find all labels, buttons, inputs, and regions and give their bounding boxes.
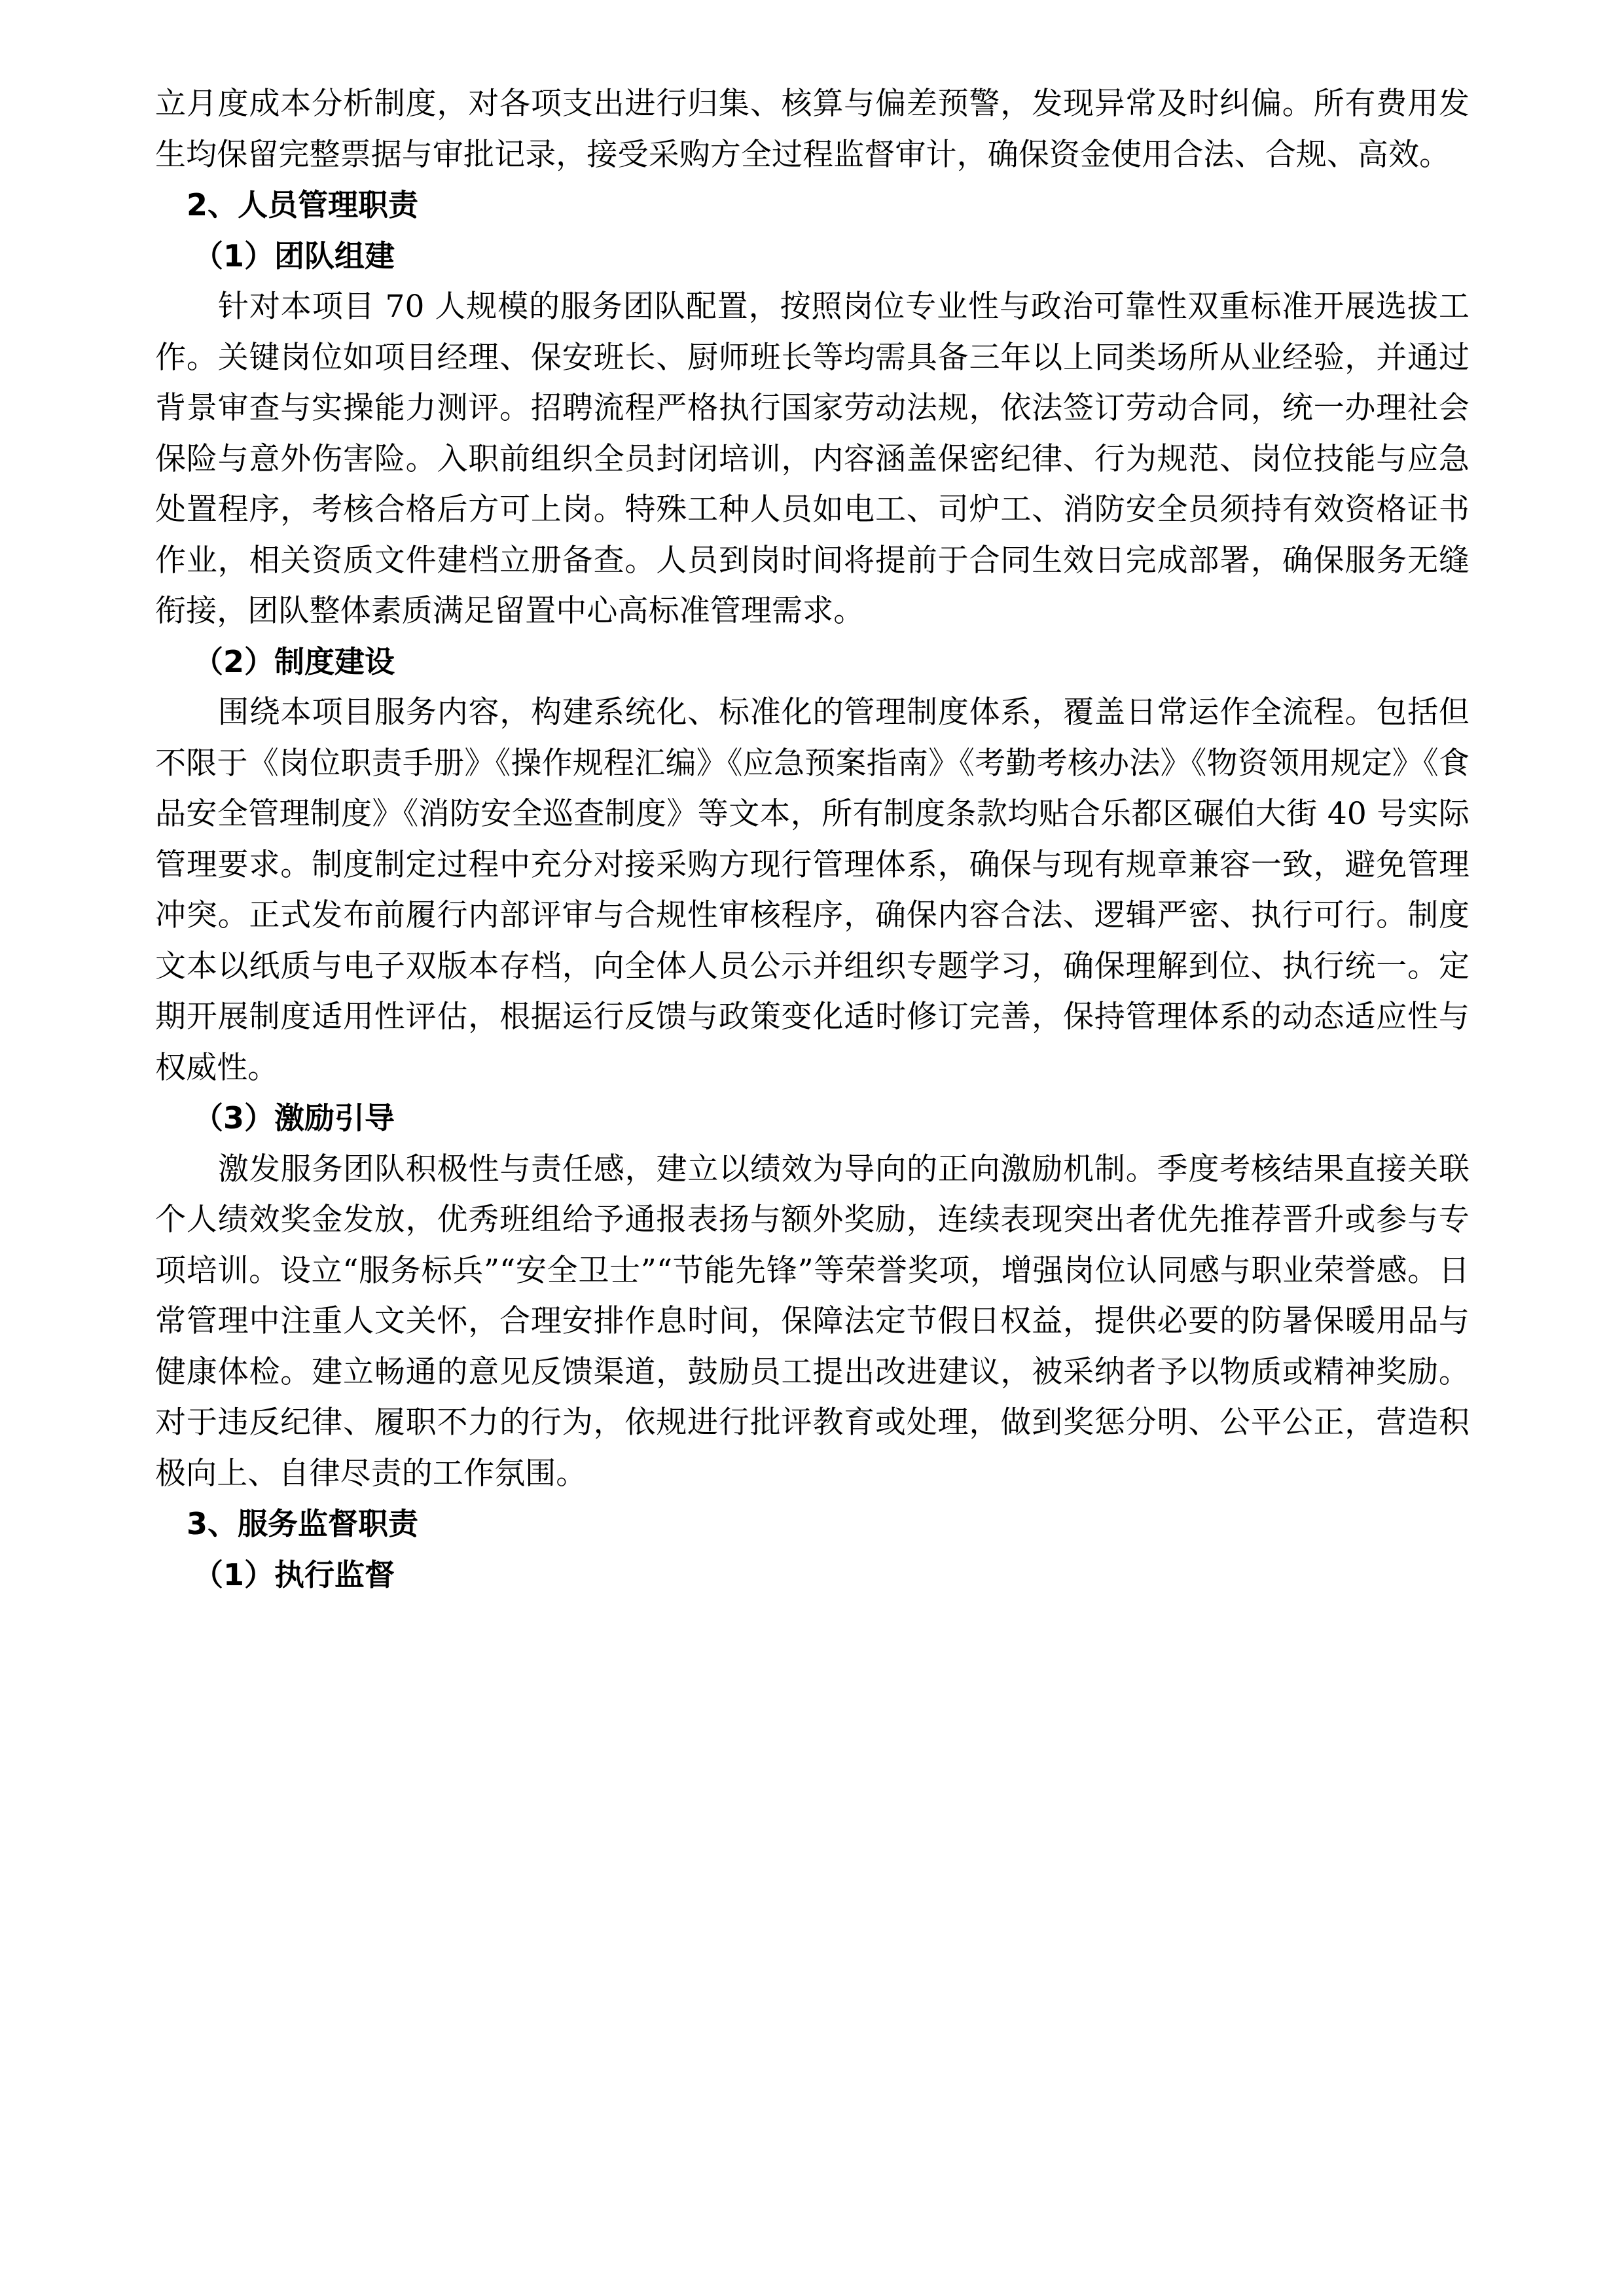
document-body <box>155 79 1470 1600</box>
paragraph-cost-analysis: 立月度成本分析制度，对各项支出进行归集、核算与偏差预警，发现异常及时纠偏。所有费用发生均保留完整票据与审批记录，接受采购方全过程监督审计，确保资金使用合法、合规、高效。 <box>155 86 1470 173</box>
heading-service-supervision-duties: 3、服务监督职责 <box>187 1506 419 1541</box>
heading-execution-supervision: （1）执行监督 <box>193 1556 395 1592</box>
paragraph-team-formation: 针对本项目 70 人规模的服务团队配置，按照岗位专业性与政治可靠性双重标准开展选拔工作。关键岗位如项目经理、保安班长、厨师班长等均需具备三年以上同类场所从业经验，并通过背景审查与实操能力测评。招聘流程严格执行国家劳动法规，依法签订劳动合同，统一办理社会保险与意外伤害险。入职前组织全员封闭培训，内容涵盖保密纪律、行为规范、岗位技能与应急处置程序，考核合格后方可上岗。特殊工种人员如电工、司炉工、消防安全员须持有效资格证书作业，相关资质文件建档立册备查。人员到岗时间将提前于合同生效日完成部署，确保服务无缝衔接，团队整体素质满足留置中心高标准管理需求。 <box>155 289 1470 629</box>
heading-system-construction: （2）制度建设 <box>193 643 395 679</box>
paragraph-incentive-guidance: 激发服务团队积极性与责任感，建立以绩效为导向的正向激励机制。季度考核结果直接关联个人绩效奖金发放，优秀班组给予通报表扬与额外奖励，连续表现突出者优先推荐晋升或参与专项培训。设立“服务标兵”“安全卫士”“节能先锋”等荣誉奖项，增强岗位认同感与职业荣誉感。日常管理中注重人文关怀，合理安排作息时间，保障法定节假日权益，提供必要的防暑保暖用品与健康体检。建立畅通的意见反馈渠道，鼓励员工提出改进建议，被采纳者予以物质或精神奖励。对于违反纪律、履职不力的行为，依规进行批评教育或处理，做到奖惩分明、公平公正，营造积极向上、自律尽责的工作氛围。 <box>155 1151 1470 1492</box>
heading-team-formation: （1）团队组建 <box>193 238 395 274</box>
paragraph-system-construction: 围绕本项目服务内容，构建系统化、标准化的管理制度体系，覆盖日常运作全流程。包括但不限于《岗位职责手册》《操作规程汇编》《应急预案指南》《考勤考核办法》《物资领用规定》《食品安全管理制度》《消防安全巡查制度》等文本，所有制度条款均贴合乐都区碾伯大街 40 号实际管理要求。制度制定过程中充分对接采购方现行管理体系，确保与现有规章兼容一致，避免管理冲突。正式发布前履行内部评审与合规性审核程序，确保内容合法、逻辑严密、执行可行。制度文本以纸质与电子双版本存档，向全体人员公示并组织专题学习，确保理解到位、执行统一。定期开展制度适用性评估，根据运行反馈与政策变化适时修订完善，保持管理体系的动态适应性与权威性。 <box>155 694 1470 1086</box>
heading-incentive-guidance: （3）激励引导 <box>193 1100 395 1136</box>
heading-personnel-management-duties: 2、人员管理职责 <box>187 187 419 223</box>
